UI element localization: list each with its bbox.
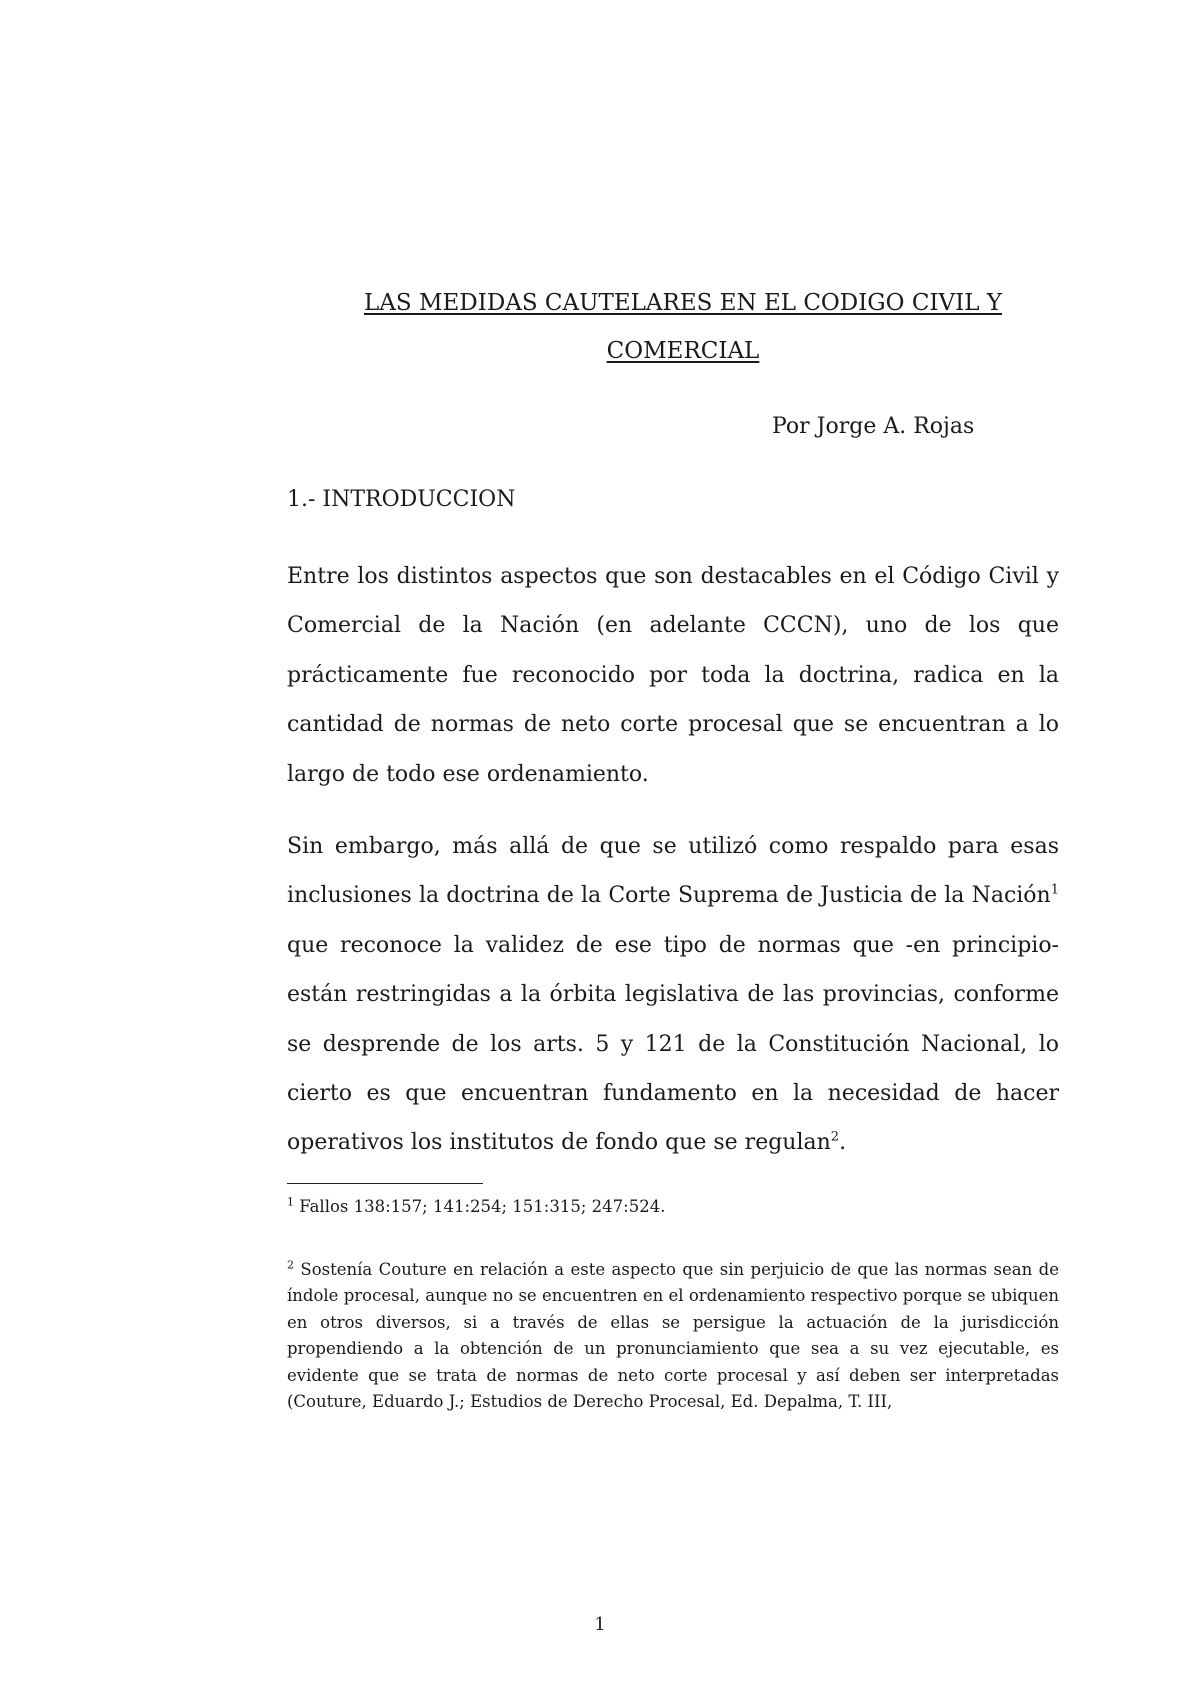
- footnote-reference-1[interactable]: 1: [1050, 883, 1059, 899]
- paragraph-2-text-b: que reconoce la validez de ese tipo de normas que -en principio- están restringidas a la órbita legislativa de las provincias, conforme se desprende de los arts. 5 y 121 de la Constitución Nacional, lo cierto es que encuentran fundamento en la necesidad de hacer operativos los institutos de fondo que se regulan: [287, 932, 1059, 1156]
- paragraph-2-text-end: .: [839, 1130, 847, 1156]
- document-title-line-1: LAS MEDIDAS CAUTELARES EN EL CODIGO CIVIL Y: [364, 290, 1002, 316]
- footnote-2-mark: 2: [287, 1258, 294, 1272]
- footnote-1-mark: 1: [287, 1195, 294, 1209]
- footnote-1-text: Fallos 138:157; 141:254; 151:315; 247:524.: [294, 1197, 666, 1216]
- footnote-1: [287, 1194, 1059, 1220]
- document-title-line-2: COMERCIAL: [606, 338, 760, 364]
- paragraph-1: Entre los distintos aspectos que son destacables en el Código Civil y Comercial de la Nación (en adelante CCCN), uno de los que prácticamente fue reconocido por toda la doctrina, radica en la cantidad de normas de neto corte procesal que se encuentran a lo largo de todo ese ordenamiento.: [287, 564, 1059, 787]
- footnote-reference-2[interactable]: 2: [830, 1130, 840, 1146]
- author-byline: Por Jorge A. Rojas: [772, 414, 975, 439]
- paragraph-2: [287, 822, 1059, 1168]
- footnote-separator: [287, 1183, 483, 1184]
- footnote-2-text: Sostenía Couture en relación a este aspecto que sin perjuicio de que las normas sean de índole procesal, aunque no se encuentren en el ordenamiento respectivo porque se ubiquen en otros diversos, si a través de ellas se persigue la actuación de la jurisdicción propendiendo a la obtención de un pronunciamiento que sea a su vez ejecutable, es evidente que se trata de normas de neto corte procesal y así deben ser interpretadas (Couture, Eduardo J.; Estudios de Derecho Procesal, Ed. Depalma, T. III,: [287, 1260, 1059, 1412]
- page-number: 1: [594, 1614, 606, 1635]
- paragraph-2-text-a: Sin embargo, más allá de que se utilizó como respaldo para esas inclusiones la doctrina de la Corte Suprema de Justicia de la Nación: [287, 834, 1059, 909]
- footnote-2: [287, 1257, 1059, 1415]
- section-heading: 1.- INTRODUCCION: [287, 487, 516, 512]
